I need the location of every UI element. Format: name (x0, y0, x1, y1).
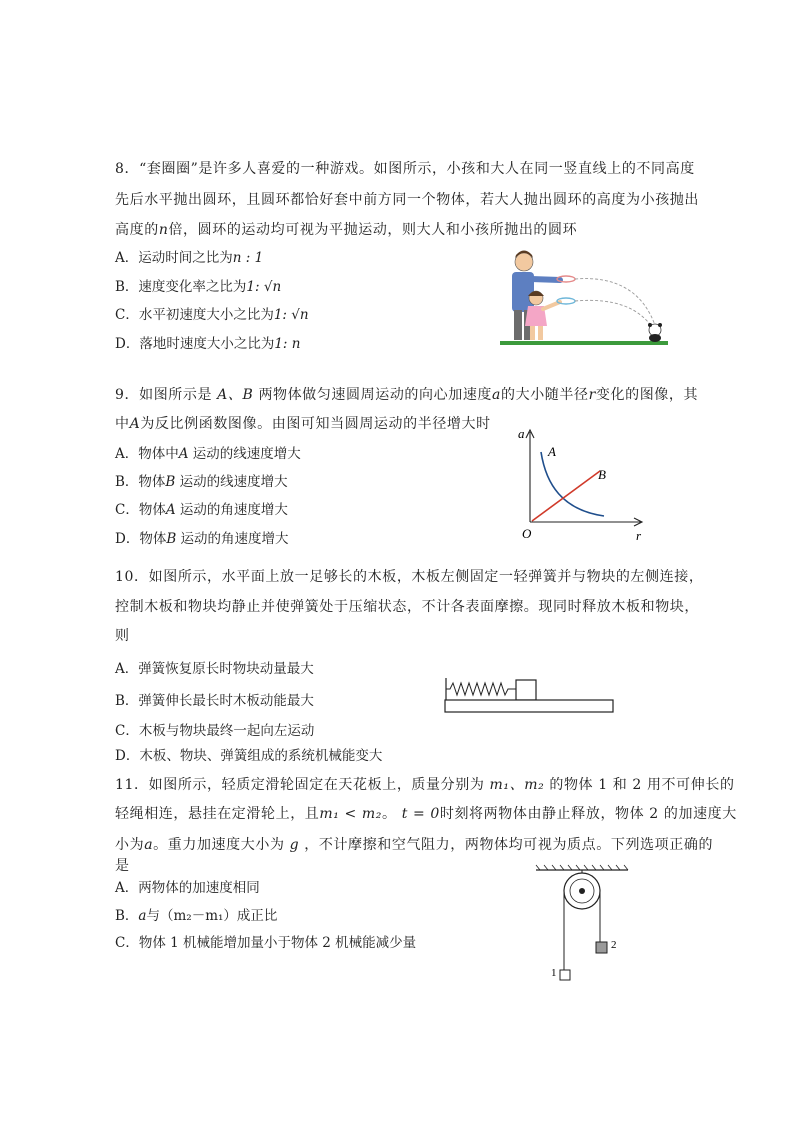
q9-number: 9． (115, 387, 140, 403)
q10-stem-line3: 则 (115, 628, 130, 644)
q9-origin-label: O (522, 526, 532, 541)
q9-stem-line2: 中A为反比例函数图像。由图可知当圆周运动的半径增大时 (115, 416, 491, 432)
q11-mass-1-label: 1 (551, 967, 557, 979)
q8-option-a[interactable]: A．运动时间之比为n : 1 (115, 250, 264, 266)
q8-stem-line1: 8．“套圈圈”是许多人喜爱的一种游戏。如图所示，小孩和大人在同一竖直线上的不同高度 (115, 161, 695, 177)
q10-stem-line1: 10．如图所示，水平面上放一足够长的木板，木板左侧固定一轻弹簧并与物块的左侧连接， (115, 569, 704, 585)
q9-curve-a (541, 452, 604, 516)
q9-option-c[interactable]: C．物体A 运动的角速度增大 (115, 502, 288, 518)
q10-option-a[interactable]: A．弹簧恢复原长时物块动量最大 (115, 661, 314, 677)
q9-stem-line1: 9．如图所示是 A、B 两物体做匀速圆周运动的向心加速度a的大小随半径r变化的图像，其 (115, 387, 699, 403)
q11-mass-1 (560, 970, 570, 980)
q9-option-b[interactable]: B．物体B 运动的线速度增大 (115, 474, 288, 490)
q11-option-a[interactable]: A．两物体的加速度相同 (115, 880, 260, 896)
q10-board (445, 700, 613, 712)
q11-option-c[interactable]: C．物体 1 机械能增加量小于物体 2 机械能减少量 (115, 935, 417, 951)
q10-block (516, 680, 536, 700)
q9-y-label: a (518, 426, 525, 441)
q8-ring-toss-figure (498, 246, 670, 348)
q8-option-c[interactable]: C．水平初速度大小之比为1: √n (115, 307, 309, 323)
q11-mass-2-label: 2 (611, 939, 617, 951)
q10-number: 10． (115, 569, 149, 585)
q10-spring-board-figure (440, 676, 618, 716)
q11-mass-2 (596, 942, 607, 953)
q8-option-d[interactable]: D．落地时速度大小之比为1: n (115, 336, 301, 352)
q10-stem-line2: 控制木板和物块均静止并使弹簧处于压缩状态，不计各表面摩擦。现同时释放木板和物块， (115, 599, 699, 615)
q9-option-a[interactable]: A．物体中A 运动的线速度增大 (115, 446, 301, 462)
q11-number: 11． (115, 777, 149, 793)
q8-stem-line3: 高度的n倍，圆环的运动均可视为平抛运动，则大人和小孩所抛出的圆环 (115, 222, 578, 238)
q9-option-d[interactable]: D．物体B 运动的角速度增大 (115, 531, 289, 547)
q11-stem-line1: 11．如图所示，轻质定滑轮固定在天花板上，质量分别为 m₁、m₂ 的物体 1 和 2 用不可伸长的 (115, 777, 735, 793)
q11-stem-line2: 轻绳相连，悬挂在定滑轮上，且m₁ < m₂。 t = 0时刻将两物体由静止释放，物体 2 的加速度大 (115, 806, 737, 822)
q10-option-d[interactable]: D．木板、物块、弹簧组成的系统机械能变大 (115, 748, 383, 764)
q11-stem-line4: 是 (115, 858, 130, 874)
q9-line-b-label: B (598, 467, 606, 482)
q8-stem-line2: 先后水平抛出圆环，且圆环都恰好套中前方同一个物体，若大人抛出圆环的高度为小孩抛出 (115, 192, 699, 208)
q9-curve-a-label: A (548, 444, 556, 459)
q10-option-b[interactable]: B．弹簧伸长最长时木板动能最大 (115, 693, 314, 709)
q9-graph (512, 424, 652, 542)
q8-number: 8． (115, 161, 140, 177)
q10-spring (446, 683, 516, 695)
q11-pulley-figure (532, 864, 632, 988)
q10-option-c[interactable]: C．木板与物块最终一起向左运动 (115, 723, 315, 739)
q8-option-b[interactable]: B．速度变化率之比为1: √n (115, 279, 282, 295)
q9-x-label: r (636, 528, 642, 543)
q11-stem-line3: 小为a。重力加速度大小为 g ，不计摩擦和空气阻力，两物体均可视为质点。下列选项正确的 (115, 837, 714, 853)
q11-option-b[interactable]: B．a与（m₂－m₁）成正比 (115, 908, 278, 924)
